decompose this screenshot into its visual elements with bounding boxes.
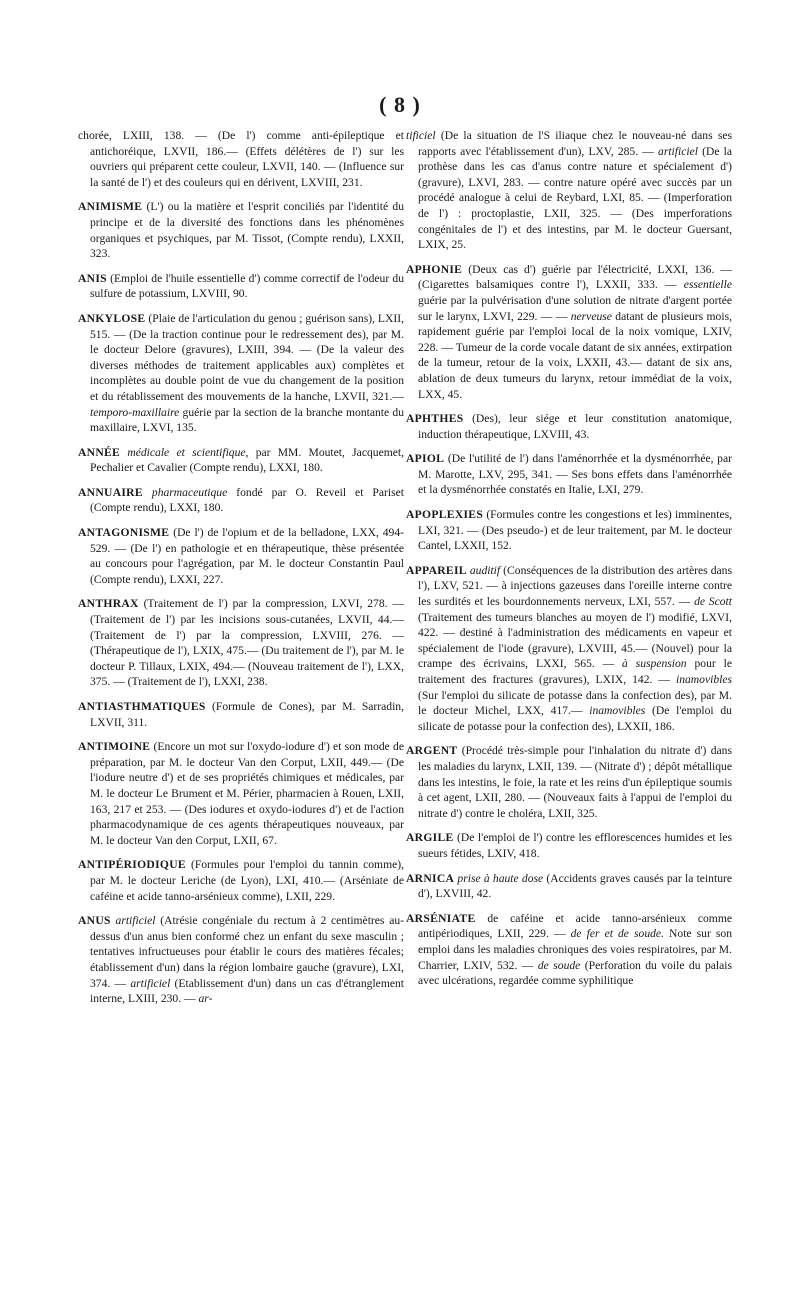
entry-italic-text: à suspension: [622, 657, 687, 671]
entry-text: Note sur son emploi dans les maladies chroniques des voies respiratoires, par M. Charrier, LXIV, 532. —: [418, 927, 732, 972]
entry-italic-text: de soude: [537, 958, 581, 972]
entry-italic-text: prise à haute dose: [454, 871, 544, 885]
index-entry: [78, 857, 404, 904]
entry-text: guérie par la pulvérisation d'une solution de nitrate d'argent portée sur le larynx, LXVI, 229. — —: [418, 293, 732, 323]
entry-text: chorée, LXIII, 138. — (De l') comme anti-épileptique et antichoréique, LXVII, 186.— (Effets délétères de l') sur les ouvriers qui préparent cette couleur, LXVII, 140. — (Influence sur la santé de l') et des couleurs qui en dérivent, LXVIII, 231.: [78, 129, 404, 189]
entry-headword: ANUS: [78, 914, 111, 928]
index-entry: [406, 871, 732, 902]
entry-text: (De l') de l'opium et de la belladone, LXX, 494-529. — (De l') en pathologie et en thérapeutique, thèse présentée au concours pour l'agrégation, par M. le docteur Constantin Paul (Compte rendu), LXXI, 227.: [90, 526, 404, 586]
right-column: [406, 128, 732, 998]
entry-text: (Procédé très-simple pour l'inhalation du nitrate d') dans les maladies du larynx, LXII, 139. — (Nitrate d') ; dépôt métallique dans les intestins, le foie, la rate et les reins d'un épileptique soumis à cet agent, LXII, 280. — (Nouveaux faits à l'appui de l'emploi du nitrate d') contre le choléra, LXII, 325.: [418, 744, 732, 820]
entry-italic-text: inamovibles: [675, 673, 732, 686]
entry-italic-text: pharmaceutique: [142, 485, 228, 499]
entry-headword: ANTIMOINE: [78, 740, 151, 754]
entry-text: (Etablissement d'un) dans un cas d'étranglement interne, LXIII, 230. —: [90, 976, 404, 1006]
index-entry: [406, 507, 732, 554]
entry-text: guérie par la section de la branche montante du maxillaire, LXVI, 135.: [90, 405, 404, 435]
entry-headword: ANNÉE: [78, 445, 121, 459]
index-entry: [78, 913, 404, 1007]
entry-headword: APPAREIL: [406, 563, 467, 577]
entry-headword: ARGILE: [406, 831, 454, 845]
index-entry: [78, 445, 404, 476]
index-entry: [78, 485, 404, 516]
entry-text: (De l'emploi de l') contre les efflorescences humides et les sueurs fétides, LXIV, 418.: [418, 831, 732, 860]
entry-italic-text: essentielle: [683, 278, 732, 292]
page-number: ( 8 ): [379, 92, 421, 117]
entry-headword: ANTIPÉRIODIQUE: [78, 858, 186, 872]
entry-text: (De l'emploi du silicate de potasse pour la confection des), LXXII, 186.: [418, 704, 732, 733]
entry-italic-text: ar-: [198, 992, 213, 1006]
entry-headword: ARSÉNIATE: [406, 911, 476, 925]
entry-text: fondé par O. Reveil et Pariset (Compte rendu), LXXI, 180.: [90, 485, 404, 515]
index-entry: [406, 830, 732, 861]
index-entry: [78, 525, 404, 587]
entry-headword: ARGENT: [406, 744, 458, 758]
entry-headword: APOPLEXIES: [406, 508, 484, 522]
entry-italic-text: auditif: [466, 563, 501, 577]
index-entry: [406, 128, 732, 253]
entry-text: (Plaie de l'articulation du genou ; guérison sans), LXII, 515. — (De la traction continue pour le redressement des), par M. le docteur Delore (gravures), LXIII, 394. — (De la valeur des diverses méthodes de traitement applicables aux) complètes et incomplètes au double point de vue du changement de la position et du rétablissement des mouvements de la hanche, LXVII, 321.—: [90, 311, 404, 403]
entry-text: (Accidents graves causés par la teinture d'), LXVIII, 42.: [418, 871, 732, 901]
entry-italic-text: inamovibles: [589, 704, 646, 718]
index-entry: [78, 128, 404, 190]
entry-text: (Des), leur siége et leur constitution anatomique, induction thérapeutique, LXVIII, 43.: [418, 412, 732, 441]
entry-text: (De la situation de l'S iliaque chez le nouveau-né dans ses rapports avec l'établissement d'un), LXV, 285. —: [418, 129, 732, 158]
index-entry: [406, 411, 732, 442]
entry-italic-text: artificiel: [110, 914, 156, 928]
entry-italic-text: de fer et de soude.: [570, 927, 664, 941]
entry-text: (L') ou la matière et l'esprit conciliés par l'identité du principe et de la diversité des fonctions dans les phénomènes organiques et psychiques, par M. Tissot, (Compte rendu), LXXII, 323.: [90, 200, 404, 261]
index-entry: [78, 199, 404, 261]
entry-italic-text: de Scott: [694, 595, 732, 609]
entry-italic-text: tificiel: [406, 129, 436, 142]
entry-text: (Atrésie congéniale du rectum à 2 centimètres au-dessus d'un anus bien conformé chez un enfant du sexe masculin ; tentatives infructueuses pour établir le cours des matières fécales; établissement d'un) dans la région lombaire gauche (gravure), LXI, 374. —: [90, 914, 404, 990]
entry-text: (De la prothèse dans les cas d'anus contre nature et spécialement d') (gravure), LXVI, 283. — contre nature opéré avec succès par un procédé analogue à celui de Reybard, LXI, 85. — (Imperforation de l') : proctoplastie, LXII, 325. — (Des imperforations congénitales de l') et des intestins, par M. le docteur Guersant, LXIX, 25.: [418, 144, 733, 252]
entry-headword: ARNICA: [406, 871, 455, 885]
entry-headword: ANTHRAX: [78, 597, 139, 611]
entry-text: (Emploi de l'huile essentielle d') comme correctif de l'odeur du sulfure de potassium, LXVIII, 90.: [90, 271, 404, 301]
entry-text: (Encore un mot sur l'oxydo-iodure d') et son mode de préparation, par M. le docteur Van den Corput, LXII, 449.— (De l'iodure neutre d') et de ses propriétés chimiques et médicales, par M. le docteur Le Brument et M. Périer, pharmacien à Rouen, LXII, 163, 217 et 253. — (Des iodures et oxydo-iodures d') et de l'action pharmacodynamique de ces agents thérapeutiques nouveaux, par M. le docteur Van den Corput, LXII, 67.: [90, 740, 404, 847]
entry-headword: APHONIE: [406, 262, 463, 276]
entry-italic-text: médicale et scientifique: [120, 445, 246, 459]
entry-headword: ANTIASTHMATIQUES: [78, 700, 206, 713]
entry-text: datant de plusieurs mois, rapidement guérie par l'emploi local de la noix vomique, LXIV, 228. — Tumeur de la corde vocale datant de six années, extirpation de la tumeur, retour de la voix, LXXII, 43.— datant de six ans, ablation de deux tumeurs du larynx, retour immédiat de la voix, LXX, 45.: [418, 309, 732, 401]
index-entry: [406, 911, 732, 989]
entry-italic-text: artificiel: [130, 976, 171, 990]
index-entry: [406, 743, 732, 821]
entry-text: (Traitement de l') par la compression, LXVI, 278. — (Traitement de l') par les incisions sous-cutanées, LXVII, 44.— (Traitement de l') par la compression, LXVIII, 276. — (Thérapeutique de l'), LXIX, 475.— (Du traitement de l'), par M. le docteur P. Tillaux, LXIX, 494.— (Nouveau traitement de l'), LXX, 375. — (Traitement de l'), LXXI, 238.: [90, 597, 404, 689]
index-entry: [406, 262, 732, 402]
entry-italic-text: artificiel: [658, 144, 698, 158]
entry-text: (Sur l'emploi du silicate de potasse dans la confection des), par M. le docteur Michel, LXX, 417.—: [418, 688, 732, 718]
entry-headword: ANNUAIRE: [78, 485, 143, 499]
entry-italic-text: temporo-maxillaire: [90, 405, 180, 419]
index-entry: [78, 739, 404, 848]
entry-text: (Traitement des tumeurs blanches au moyen de l') modifié, LXVI, 422. — destiné à l'administration des médicaments en vapeur et spécialement de l'iode (gravure), LXVIII, 45.— (Nouvel) pour la crampe des écrivains, LXXI, 565. —: [418, 610, 732, 671]
entry-text: (Perforation du voile du palais avec ulcérations, regardée comme syphilitique: [418, 958, 733, 988]
entry-text: pour le traitement des fractures (gravures), LXIX, 142. —: [418, 657, 732, 686]
left-column: [78, 128, 404, 1016]
entry-text: de caféine et acide tanno-arsénieux comme antipériodiques, LXII, 229. —: [418, 911, 732, 941]
index-entry: [78, 311, 404, 436]
entry-text: (Formule de Cones), par M. Sarradin, LXVII, 311.: [90, 700, 404, 729]
index-entry: [78, 596, 404, 690]
entry-headword: APIOL: [406, 452, 445, 466]
index-entry: [78, 699, 404, 730]
entry-headword: ANIMISME: [78, 200, 143, 214]
entry-text: (Conséquences de la distribution des artères dans l'), LXV, 521. — à injections gazeuses dans l'oreille interne contre les surdités et les bourdonnements nerveux, LXI, 557. —: [418, 563, 732, 609]
entry-italic-text: nerveuse: [570, 309, 612, 323]
entry-headword: APHTHES: [406, 412, 464, 426]
entry-text: (Deux cas d') guérie par l'électricité, LXXI, 136. — (Cigarettes balsamiques contre l'), LXXII, 333. —: [418, 262, 732, 292]
index-entry: [78, 271, 404, 302]
index-entry: [406, 451, 732, 498]
entry-text: (De l'utilité de l') dans l'aménorrhée et la dysménorrhée, par M. Marotte, LXV, 295, 341. — Ses bons effets dans l'aménorrhée et la dysménorrhée constatés en Italie, LXI, 279.: [418, 452, 732, 497]
entry-headword: ANTAGONISME: [78, 526, 170, 540]
entry-text: (Formules contre les congestions et les) imminentes, LXI, 321. — (Des pseudo-) et de leur traitement, par M. le docteur Cantel, LXXII, 152.: [418, 508, 732, 553]
entry-headword: ANIS: [78, 271, 107, 285]
entry-text: (Formules pour l'emploi du tannin comme), par M. le docteur Leriche (de Lyon), LXI, 410.— (Arséniate de caféine et acide tanno-arsénieux comme), LXII, 229.: [90, 858, 404, 903]
entry-headword: ANKYLOSE: [78, 311, 146, 325]
index-entry: [406, 563, 732, 735]
entry-text: , par MM. Moutet, Jacquemet, Pechalier et Cavalier (Compte rendu), LXXI, 180.: [90, 445, 404, 475]
